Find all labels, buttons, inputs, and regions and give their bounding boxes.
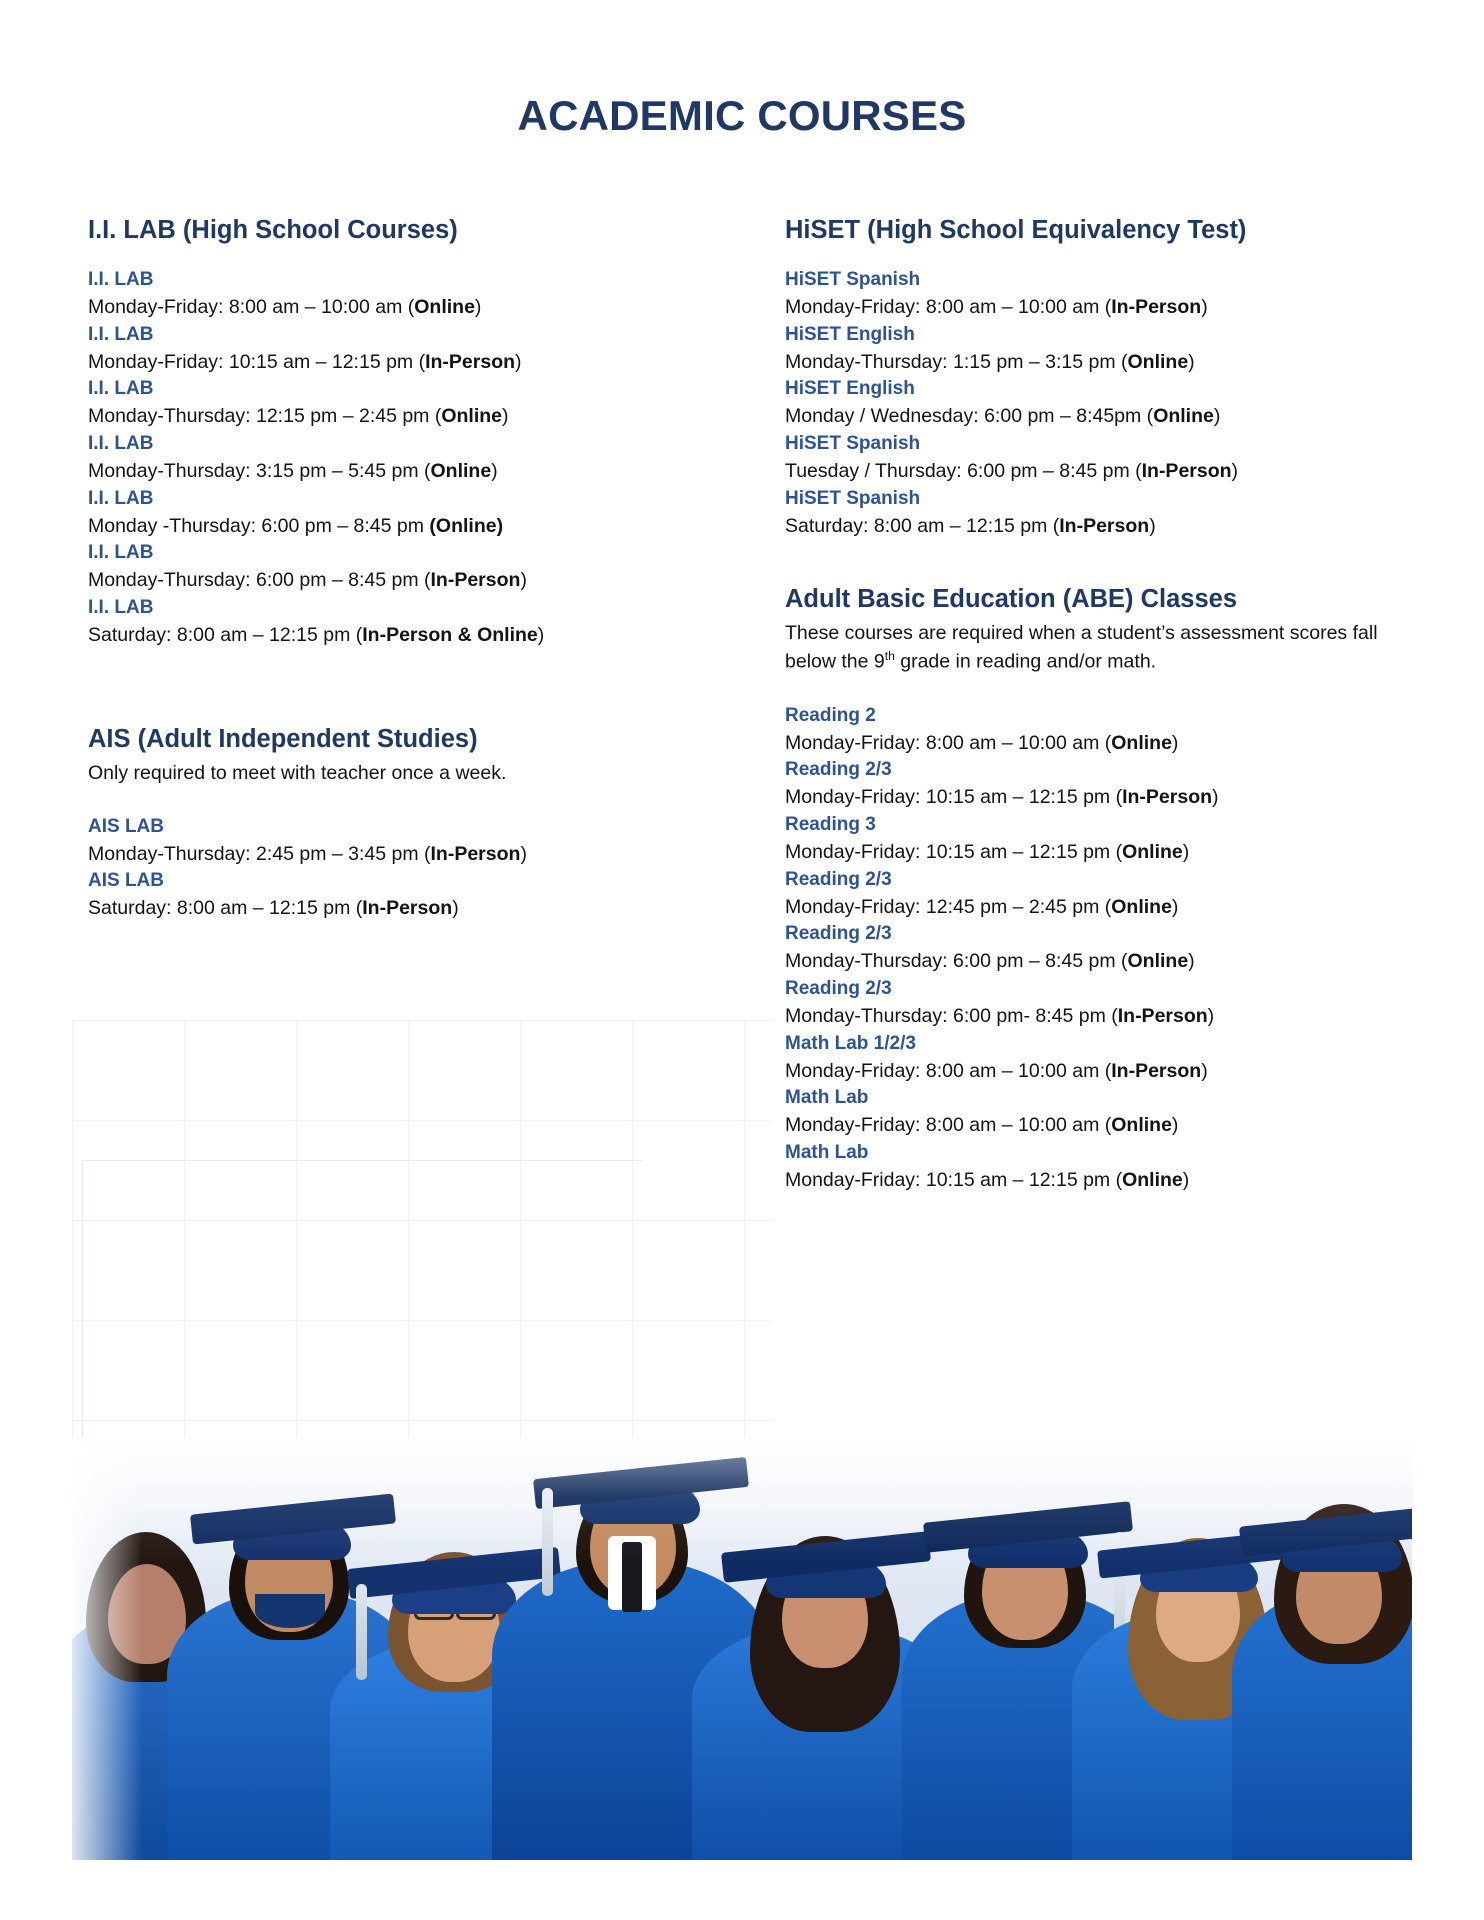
time-suffix: ) [474,296,482,319]
course-name: Reading 2/3 [785,923,892,945]
tassel [542,1488,553,1596]
time-text: Monday-Thursday: 2:45 pm – 3:45 pm ( [88,842,431,865]
course-time [88,458,628,486]
time-text: Monday-Friday: 10:15 am – 12:15 pm ( [88,350,426,373]
course-time [785,513,1385,541]
section-spacer [88,650,628,724]
course-mode: Online [1111,1114,1172,1137]
course-entry [88,267,628,322]
course-time [785,1112,1385,1140]
course-name: I.I. LAB [88,542,154,564]
section-heading-abe: Adult Basic Education (ABE) Classes [785,585,1238,614]
section-ii-lab [88,215,628,650]
course-entry [88,376,628,431]
time-text: Monday-Friday: 8:00 am – 10:00 am ( [785,731,1112,754]
course-mode: Online [1127,950,1189,973]
time-text: Monday-Thursday: 6:00 pm – 8:45 pm ( [785,950,1128,973]
course-time [785,948,1385,976]
section-heading-hiset: HiSET (High School Equivalency Test) [785,216,1247,244]
course-time [785,349,1385,377]
time-text: Monday-Friday: 8:00 am – 10:00 am ( [785,1059,1112,1082]
time-text: Monday-Friday: 8:00 am – 10:00 am ( [88,296,415,319]
abe-intro-part1: These courses are required when a student’s assessment scores fall below the 9 [785,622,1378,673]
course-entry [88,595,628,650]
graduate-figure [1232,1460,1412,1860]
course-time [88,622,628,650]
course-name: Reading 2 [785,704,876,726]
course-entry [785,1085,1385,1140]
course-mode: In-Person [1059,514,1150,537]
time-text: Saturday: 8:00 am – 12:15 pm ( [88,897,363,920]
time-text: Monday-Friday: 12:45 pm – 2:45 pm ( [785,895,1112,918]
course-mode: Online [1122,840,1183,863]
course-entry [785,976,1385,1031]
course-entry [785,267,1385,322]
course-name: I.I. LAB [88,269,154,291]
course-time [785,1167,1385,1195]
collar [255,1594,325,1628]
section-hiset [785,215,1385,540]
time-text: Monday -Thursday: 6:00 pm – 8:45 pm [88,514,430,537]
course-mode: In-Person [1141,460,1232,483]
time-text: Monday-Friday: 8:00 am – 10:00 am ( [785,296,1112,319]
time-suffix: ) [1188,950,1195,973]
time-suffix: ) [1149,514,1156,537]
course-time [785,294,1385,322]
hiset-entry-list [785,267,1385,540]
time-suffix: ) [1201,1059,1208,1082]
course-time [785,894,1385,922]
ii-lab-entry-list [88,267,628,650]
course-mode: In-Person [1117,1004,1208,1027]
course-entry [785,921,1385,976]
time-text: Saturday: 8:00 am – 12:15 pm ( [88,623,363,646]
course-mode: In-Person & Online [362,623,538,646]
time-text: Monday-Thursday: 12:15 pm – 2:45 pm ( [88,405,442,428]
course-name: Reading 2/3 [785,977,892,999]
section-heading-ii-lab: I.I. LAB (High School Courses) [88,216,458,244]
course-name: Math Lab [785,1141,869,1163]
time-suffix: ) [1171,731,1179,754]
course-name: Math Lab [785,1087,869,1109]
course-name: HiSET English [785,323,915,345]
time-suffix: ) [1182,1168,1190,1191]
necktie [622,1542,642,1612]
course-mode: Online [1127,350,1189,373]
time-text: Saturday: 8:00 am – 12:15 pm ( [785,514,1060,537]
section-ais [88,724,628,923]
course-entry [88,814,628,869]
time-text: Monday-Friday: 10:15 am – 12:15 pm ( [785,786,1123,809]
time-suffix: ) [1201,296,1208,319]
time-text: Tuesday / Thursday: 6:00 pm – 8:45 pm ( [785,460,1142,483]
time-suffix: ) [1212,786,1219,809]
course-time [785,839,1385,867]
course-mode: In-Person [1111,1059,1202,1082]
time-suffix: ) [515,350,522,373]
abe-intro-text [785,620,1385,676]
course-mode: In-Person [430,569,521,592]
section-abe [785,584,1385,1194]
course-mode: Online [1111,895,1172,918]
course-entry [785,431,1385,486]
course-time [785,458,1385,486]
course-time [88,841,628,869]
time-text: Monday-Friday: 10:15 am – 12:15 pm ( [785,840,1123,863]
left-column [88,215,628,923]
course-name: I.I. LAB [88,323,154,345]
course-entry [88,868,628,923]
course-name: Reading 3 [785,814,876,835]
right-column [785,215,1385,1195]
time-suffix: ) [502,405,509,428]
course-name: AIS LAB [88,870,164,892]
time-suffix: ) [1213,405,1221,428]
course-entry [785,486,1385,541]
course-mode: In-Person [362,897,453,920]
course-time [88,349,628,377]
time-text: Monday / Wednesday: 6:00 pm – 8:45pm ( [785,405,1154,428]
time-text: Monday-Thursday: 6:00 pm – 8:45 pm ( [88,569,431,592]
time-suffix: ) [1171,895,1179,918]
course-entry [88,540,628,595]
course-mode: Online [1122,1168,1183,1191]
course-entry [785,867,1385,922]
course-name: I.I. LAB [88,487,154,509]
course-name: Reading 2/3 [785,759,892,781]
page-title: ACADEMIC COURSES [517,92,967,139]
course-entry [785,1031,1385,1086]
abe-intro-part2: grade in reading and/or math. [894,650,1157,673]
course-mode: Online [1153,405,1214,428]
time-text: Monday-Friday: 8:00 am – 10:00 am ( [785,1114,1112,1137]
course-time [785,1003,1385,1031]
time-suffix: ) [520,569,527,592]
course-mode: Online [441,405,503,428]
time-text: Monday-Friday: 10:15 am – 12:15 pm ( [785,1168,1123,1191]
intro-spacer [88,788,628,814]
course-name: I.I. LAB [88,597,154,619]
course-time [88,895,628,923]
graduation-photo-inner [72,1438,1412,1860]
course-name: I.I. LAB [88,378,154,400]
course-mode: Online [430,460,492,483]
time-suffix: ) [452,897,459,920]
time-suffix: ) [537,623,545,646]
time-text: Monday-Thursday: 3:15 pm – 5:45 pm ( [88,460,431,483]
course-entry [785,757,1385,812]
course-name: HiSET English [785,378,915,400]
course-time [785,1058,1385,1086]
tassel [356,1584,367,1680]
abe-intro-ordinal-suffix: th [884,649,895,664]
course-name: AIS LAB [88,815,164,837]
course-entry [785,1140,1385,1195]
course-entry [785,376,1385,431]
course-name: HiSET Spanish [785,487,921,509]
section-spacer [785,540,1385,584]
course-name: HiSET Spanish [785,433,921,455]
course-entry [88,322,628,377]
time-suffix: ) [1188,350,1195,373]
course-mode: (Online) [429,514,504,537]
course-mode: Online [1111,731,1172,754]
course-time [785,403,1385,431]
course-entry [785,812,1385,867]
course-name: Reading 2/3 [785,868,892,890]
intro-spacer [785,677,1385,703]
course-mode: In-Person [430,842,521,865]
course-name: I.I. LAB [88,433,154,455]
ais-intro-text: Only required to meet with teacher once a week. [88,761,507,784]
course-mode: In-Person [1122,786,1213,809]
course-entry [785,703,1385,758]
time-text: Monday-Thursday: 6:00 pm- 8:45 pm ( [785,1004,1118,1027]
course-entry [88,431,628,486]
time-suffix: ) [1171,1114,1179,1137]
section-heading-ais: AIS (Adult Independent Studies) [88,724,478,753]
time-suffix: ) [520,842,527,865]
time-suffix: ) [491,460,498,483]
time-text: Monday-Thursday: 1:15 pm – 3:15 pm ( [785,350,1128,373]
course-mode: Online [414,296,475,319]
course-time [785,730,1385,758]
course-entry [785,322,1385,377]
course-mode: In-Person [1111,296,1202,319]
course-name: HiSET Spanish [785,269,921,291]
course-time [88,567,628,595]
course-time [88,513,628,541]
course-entry [88,486,628,541]
course-time [88,294,628,322]
time-suffix: ) [1207,1004,1215,1027]
ais-entry-list [88,814,628,923]
time-suffix: ) [1231,460,1239,483]
course-name: Math Lab 1/2/3 [785,1032,916,1054]
graduation-photo [72,1438,1412,1860]
abe-entry-list [785,703,1385,1195]
course-time [785,784,1385,812]
time-suffix: ) [1182,840,1190,863]
course-time [88,403,628,431]
course-mode: In-Person [425,350,516,373]
